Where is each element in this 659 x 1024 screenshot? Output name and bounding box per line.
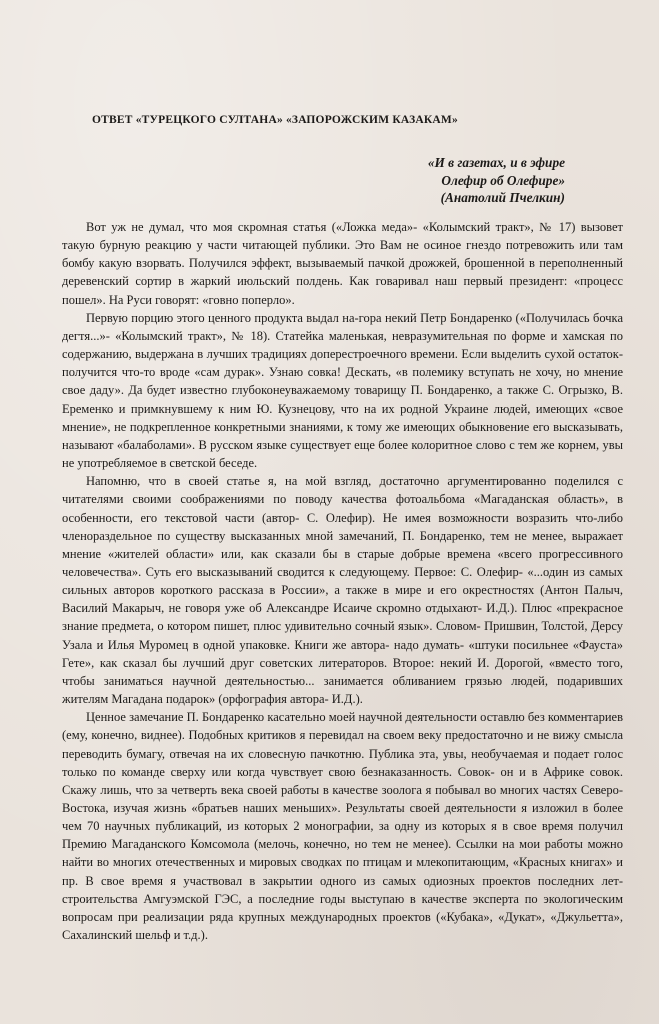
epigraph-line-2: Олефир об Олефире» xyxy=(441,172,565,188)
paragraph: Напомню, что в своей статье я, на мой взгляд, достаточно аргументированно поделился с читателями своими соображениями по поводу качества фотоальбома «Магаданская область», в особенности, его текстовой части (автор- С. Олефир). Не имея возможности возразить что-либо членораздельное по существу высказанных мной замечаний, П. Бондаренко, тем не менее, выражает мнение «жителей области» или, как сказали бы в старые добрые времена «всего прогрессивного человечества». Суть его высказываний сводится к следующему. Первое: С. Олефир- «...один из самых сильных авторов короткого рассказа в России», а также в мире и его окрестностях (Антон Палыч, Василий Макарыч, не говоря уже об Александре Исаиче скромно отдыхают- И.Д.). Плюс «прекрасное знание предмета, о котором пишет, плюс удивительно сочный язык». Словом- Пришвин, Толстой, Дерсу Узала и Илья Муромец в одной упаковке. Книги же автора- надо думать- «штуки посильнее «Фауста» Гете», как сказал бы лучший друг советских литераторов. Второе: некий И. Дорогой, «вместо того, чтобы заниматься научной деятельностью... занимается обливанием грязью людей, подаривших жителям Магадана подарок» (орфография автора- И.Д.). xyxy=(62,474,623,707)
paragraph: Вот уж не думал, что моя скромная статья («Ложка меда»- «Колымский тракт», № 17) вызовет такую бурную реакцию у части читающей публики. Это Вам не осиное гнездо потревожить или там бомбу какую взорвать. Получился эффект, вызываемый пачкой дрожжей, брошенной в переполненный деревенский сортир в жаркий июльский полдень. Как говаривал наш первый президент: «процесс пошел». На Руси говорят: «говно поперло». xyxy=(62,220,623,307)
epigraph xyxy=(305,154,565,207)
article-body xyxy=(62,218,623,944)
article-title: ОТВЕТ «ТУРЕЦКОГО СУЛТАНА» «ЗАПОРОЖСКИМ КАЗАКАМ» xyxy=(92,114,458,126)
paragraph: Первую порцию этого ценного продукта выдал на-гора некий Петр Бондаренко («Получилась бочка дегтя...»- «Колымский тракт», № 18). Статейка маленькая, невразумительная по форме и хамская по содержанию, выдержана в лучших традициях доперестроечного времени. Если выделить сухой остаток- получится что-то вроде «сам дурак». Узнаю совка! Дескать, «в полемику вступать не хочу, но мнение свое даду». Да будет известно глубоконеуважаемому товарищу П. Бондаренко, а также С. Огрызко, В. Еременко и примкнувшему к ним Ю. Кузнецову, что на их родной Украине людей, имеющих «свое мнение», не подкрепленное конкретными знаниями, к тому же имеющих обыкновение его высказывать, называют «балаболами». В русском языке существует еще более колоритное слово с тем же корнем, увы не употребляемое в светской беседе. xyxy=(62,310,623,471)
epigraph-line-1: «И в газетах, и в эфире xyxy=(427,155,565,170)
epigraph-attribution: (Анатолий Пчелкин) xyxy=(440,190,565,205)
paragraph: Ценное замечание П. Бондаренко касательно моей научной деятельности оставлю без комментариев (ему, конечно, виднее). Подобных критиков я перевидал на своем веку предостаточно и не вижу смысла переводить бумагу, отвечая на их словесную пачкотню. Публика эта, увы, необучаемая и подает голос только по команде сверху или когда чувствует свою безнаказанность. Совок- он и в Африке совок. Скажу лишь, что за четверть века своей работы в качестве зоолога я побывал во многих частях Северо-Востока, изучая жизнь «братьев наших меньших». Результаты своей деятельности я изложил в более чем 70 научных публикаций, из которых 2 монографии, за одну из которых я в свое время получил Премию Магаданского Комсомола (мелочь, конечно, но тем не менее). Ссылки на мои работы можно найти во многих отечественных и мировых сводках по птицам и млекопитающим, «Красных книгах» и пр. В свое время я участвовал в закрытии одного из самых одиозных проектов последних лет- строительства Амгуэмской ГЭС, а последние годы выступаю в качестве эксперта по экологическим вопросам при реализации ряда крупных международных проектов («Кубака», «Дукат», «Джульетта», Сахалинский шельф и т.д.). xyxy=(62,710,623,943)
